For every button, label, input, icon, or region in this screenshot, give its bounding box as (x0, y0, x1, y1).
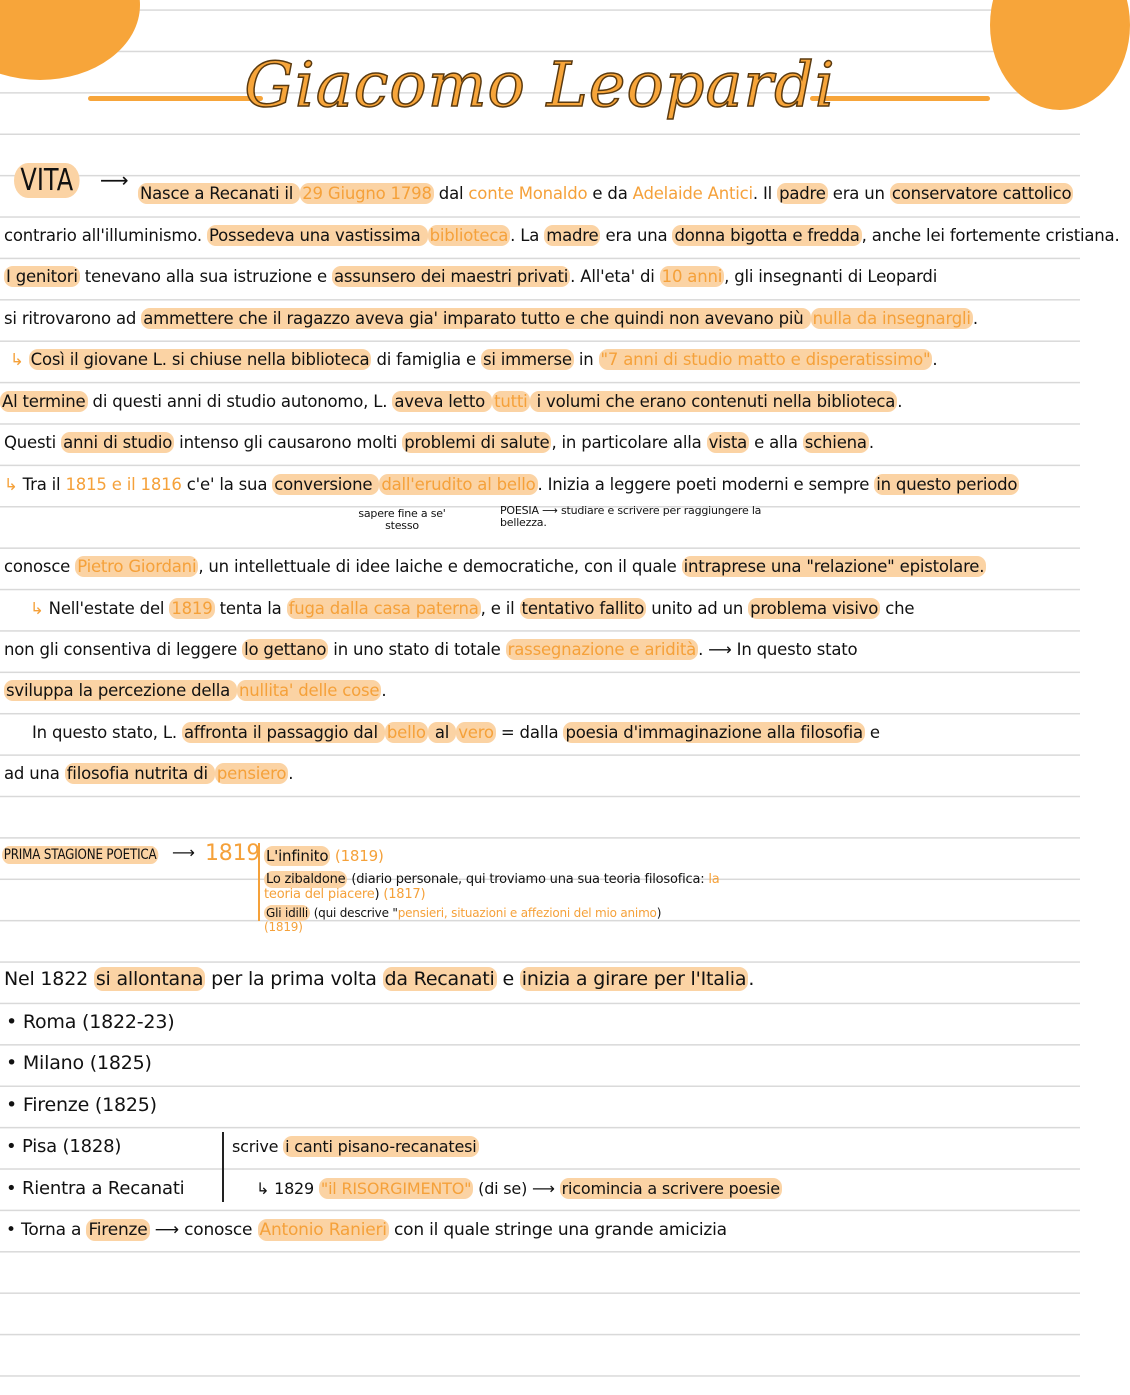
highlighted-text: nullita' delle cose (239, 681, 380, 700)
highlighted-text: poesia d'immaginazione alla filosofia (565, 723, 863, 742)
highlighted-text: padre (779, 184, 826, 203)
highlighted-text: madre (546, 226, 599, 245)
text-segment: • Rientra a Recanati (6, 1178, 185, 1199)
highlighted-text: in questo periodo (876, 475, 1018, 494)
highlighted-text: Firenze (88, 1220, 148, 1240)
bullet-item (6, 1011, 174, 1033)
highlighted-text: Antonio Ranieri (259, 1220, 387, 1240)
bullet-item (6, 1178, 185, 1199)
year-1819: 1819 (205, 841, 261, 866)
vita-line (0, 392, 902, 411)
highlighted-text: tentativo fallito (521, 599, 645, 618)
vita-line (4, 475, 1019, 494)
bullet-item (6, 1094, 157, 1116)
highlighted-text: rassegnazione e aridità (507, 640, 697, 659)
highlighted-text: Così il giovane L. si chiuse nella biblioteca (30, 350, 370, 369)
text-segment: . (932, 350, 938, 369)
highlighted-text: Possedeva una vastissima (209, 226, 426, 245)
page-title: Giacomo Leopardi (244, 48, 836, 121)
text-segment: in uno stato di totale (328, 640, 506, 659)
highlighted-text: filosofia nutrita di (66, 764, 213, 783)
text-segment: era una (600, 226, 673, 245)
text-segment: . (897, 392, 903, 411)
highlighted-text: i canti pisano-recanatesi (285, 1137, 477, 1156)
vita-line (4, 764, 293, 783)
work-item (264, 906, 684, 934)
text-segment: unito ad un (646, 599, 749, 618)
bullet-item (6, 1136, 121, 1157)
highlighted-text: anni di studio (63, 433, 173, 452)
text-segment: . (748, 968, 755, 990)
text-segment: ) (374, 887, 384, 902)
text-segment: . (868, 433, 874, 452)
text-segment: = dalla (495, 723, 564, 742)
highlighted-text: 29 Giugno 1798 (302, 184, 432, 203)
text-segment: . La (510, 226, 545, 245)
text-segment: . All'eta' di (570, 267, 660, 286)
vita-line (4, 433, 874, 452)
highlighted-text: Adelaide Antici (632, 184, 753, 203)
text-segment: (di se) ⟶ (473, 1179, 560, 1198)
highlighted-text: Nasce a Recanati il (140, 184, 299, 203)
text-segment: si ritrovarono ad (4, 309, 142, 328)
highlighted-text: ammettere che il ragazzo aveva gia' imparato tutto e che quindi non avevano più (143, 309, 809, 328)
text-segment: e da (587, 184, 633, 203)
text-segment: contrario all'illuminismo. (4, 226, 207, 245)
highlighted-text: donna bigotta e fredda (674, 226, 860, 245)
text-segment: era un (827, 184, 890, 203)
highlighted-text: inizia a girare per l'Italia (521, 968, 747, 990)
highlighted-text: aveva letto (394, 392, 491, 411)
text-segment: . Inizia a leggere poeti moderni e sempre (537, 475, 875, 494)
highlighted-text: dall'erudito al bello (381, 475, 536, 494)
arrow-icon: ↳ (10, 350, 29, 369)
highlighted-text: sviluppa la percezione della (6, 681, 236, 700)
work-item (264, 872, 744, 902)
vita-line (10, 350, 937, 369)
highlighted-text: 1815 e il 1816 (65, 475, 182, 494)
highlighted-text: "7 anni di studio matto e disperatissimo" (600, 350, 931, 369)
text-segment: non gli consentiva di leggere (4, 640, 243, 659)
text-segment: • Torna a (6, 1220, 87, 1240)
vita-line (4, 267, 937, 286)
text-segment: dal (433, 184, 469, 203)
highlighted-text: assunsero dei maestri privati (334, 267, 569, 286)
text-segment: , gli insegnanti di Leopardi (724, 267, 938, 286)
text-segment: c'e' la sua (181, 475, 273, 494)
text-segment: . (288, 764, 294, 783)
vita-line (4, 557, 986, 576)
bracket-line (258, 843, 260, 921)
text-segment: e alla (749, 433, 803, 452)
text-segment: , e il (480, 599, 520, 618)
text-segment: e (496, 968, 520, 990)
highlighted-text: L'infinito (266, 847, 329, 865)
arrow-icon: ↳ (30, 599, 49, 618)
highlighted-text: lo gettano (244, 640, 327, 659)
arrow-icon: ⟶ (100, 168, 129, 192)
note-sapere: sapere fine a se' stesso (358, 507, 446, 532)
highlighted-text: Lo zibaldone (266, 872, 346, 887)
vita-line (138, 184, 1073, 203)
text-segment: • Roma (1822-23) (6, 1011, 175, 1033)
highlighted-text: conservatore cattolico (891, 184, 1072, 203)
bullet-item (6, 1220, 727, 1240)
highlighted-text: nulla da insegnargli (812, 309, 971, 328)
vita-line (4, 681, 386, 700)
highlighted-text: i volumi che erano contenuti nella biblioteca (531, 392, 896, 411)
highlighted-text: (1817) (383, 887, 426, 902)
highlighted-text: problemi di salute (404, 433, 550, 452)
text-segment: in (573, 350, 599, 369)
text-segment: . Il (752, 184, 778, 203)
note-poesia: POESIA ⟶ studiare e scrivere per raggiungere la bellezza. (500, 504, 762, 529)
arrow-icon: ↳ (4, 475, 23, 494)
risorgimento-note (256, 1179, 782, 1198)
highlighted-text: I genitori (6, 267, 78, 286)
highlighted-text: da Recanati (384, 968, 495, 990)
text-segment: . (381, 681, 387, 700)
text-segment: , un intellettuale di idee laiche e democratiche, con il quale (198, 557, 682, 576)
highlighted-text: vista (708, 433, 748, 452)
pisa-note (232, 1137, 479, 1156)
highlighted-text: Al termine (2, 392, 86, 411)
highlighted-text: conversione (274, 475, 378, 494)
text-segment: conosce (4, 557, 76, 576)
vita-line (30, 599, 914, 618)
highlighted-text: "il RISORGIMENTO" (320, 1179, 472, 1198)
highlighted-text: si immerse (482, 350, 572, 369)
highlighted-text: intraprese una "relazione" epistolare. (683, 557, 985, 576)
text-segment: In questo stato, L. (32, 723, 182, 742)
text-segment: e (864, 723, 880, 742)
bracket-line (222, 1132, 224, 1202)
text-segment: • Milano (1825) (6, 1052, 152, 1074)
text-segment: ad una (4, 764, 65, 783)
highlighted-text: (1819) (330, 847, 384, 865)
text-segment: • Firenze (1825) (6, 1094, 157, 1116)
arrow-icon: ⟶ (172, 843, 195, 862)
text-segment: Nel 1822 (4, 968, 94, 990)
text-segment: Questi (4, 433, 62, 452)
text-segment: Tra il (22, 475, 66, 494)
highlighted-text: affronta il passaggio dal (183, 723, 383, 742)
highlighted-text: al (429, 723, 455, 742)
vita-line (32, 723, 880, 742)
highlighted-text: biblioteca (429, 226, 509, 245)
text-segment: , in particolare alla (551, 433, 707, 452)
text-segment: Nell'estate del (48, 599, 170, 618)
text-segment: . (972, 309, 978, 328)
text-segment: tenta la (214, 599, 287, 618)
text-segment: (diario personale, qui troviamo una sua teoria filosofica: (347, 872, 709, 887)
text-segment: che (880, 599, 915, 618)
highlighted-text: tutti (494, 392, 528, 411)
text-segment: con il quale stringe una grande amicizia (388, 1220, 727, 1240)
text-segment: ↳ 1829 (256, 1179, 319, 1198)
highlighted-text: bello (386, 723, 426, 742)
bullet-item (6, 1052, 152, 1074)
text-segment: tenevano alla sua istruzione e (79, 267, 332, 286)
highlighted-text: la teoria del piacere (264, 872, 720, 902)
text-segment: ) (656, 906, 662, 920)
highlighted-text: problema visivo (750, 599, 879, 618)
text-segment: scrive (232, 1137, 284, 1156)
text-segment: (qui descrive " (310, 906, 398, 920)
text-segment: . ⟶ In questo stato (698, 640, 858, 659)
text-segment: per la prima volta (205, 968, 383, 990)
highlighted-text: schiena (804, 433, 867, 452)
highlighted-text: ricomincia a scrivere poesie (561, 1179, 780, 1198)
highlighted-text: Pietro Giordani (77, 557, 197, 576)
text-segment: di famiglia e (371, 350, 481, 369)
section-label-prima-stagione: PRIMA STAGIONE POETICA (3, 847, 157, 863)
highlighted-text: vero (458, 723, 494, 742)
highlighted-text: pensieri, situazioni e affezioni del mio animo (397, 906, 657, 920)
highlighted-text: si allontana (95, 968, 204, 990)
vita-line (4, 640, 857, 659)
highlighted-text: fuga dalla casa paterna (288, 599, 479, 618)
section-label-vita: VITA (14, 163, 80, 198)
highlighted-text: 10 anni (661, 267, 723, 286)
text-segment: ⟶ conosce (149, 1220, 258, 1240)
work-item (264, 847, 384, 865)
highlighted-text: 1819 (171, 599, 213, 618)
vita-line (4, 226, 1120, 245)
text-segment: , anche lei fortemente cristiana. (861, 226, 1120, 245)
highlighted-text: pensiero (216, 764, 287, 783)
text-segment: intenso gli causarono molti (174, 433, 403, 452)
highlighted-text: (1819) (264, 920, 303, 934)
vita-line (4, 309, 978, 328)
viaggi-intro (4, 968, 754, 990)
text-segment: di questi anni di studio autonomo, L. (87, 392, 393, 411)
highlighted-text: conte Monaldo (468, 184, 588, 203)
text-segment: • Pisa (1828) (6, 1136, 122, 1157)
highlighted-text: Gli idilli (266, 906, 309, 920)
